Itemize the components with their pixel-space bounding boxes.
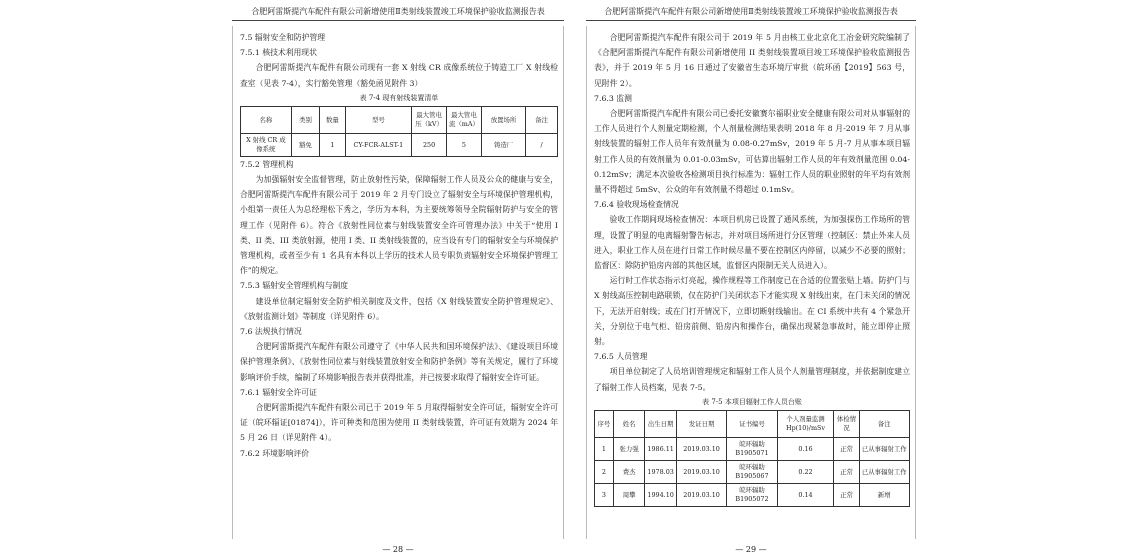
table-caption: 表 7-4 现有射线装置清单 — [359, 93, 439, 102]
table-cell: 已从事辐射工作 — [859, 437, 909, 460]
table-cell: 皖环辐助 B1905071 — [727, 437, 777, 460]
paragraph: 运行时工作状态指示灯亮起，操作规程等工作制度已在合适的位置张贴上墙。防护门与 X 射线高压控制电路联锁，仅在防护门关闭状态下才能实现 X 射线出束，在门未关闭的情况下，无法开启射线；或在门打开情况下，立即切断射线输出。在 CI 系统中共有 4 个紧急开关，分别位于电气柜、铅房前侧、铅房内和操作台，确保出现紧急事故时，能立即停止照射。 — [594, 276, 910, 347]
column-header: 类别 — [291, 106, 320, 133]
page-content — [240, 30, 558, 461]
column-header: 备注 — [526, 106, 558, 133]
table-cell: 正常 — [834, 483, 859, 506]
table-cell: 豁免 — [291, 133, 320, 156]
table-row — [595, 460, 910, 483]
equipment-table — [240, 106, 558, 157]
column-header: 放置场所 — [481, 106, 525, 133]
table-header-row — [595, 410, 910, 437]
paragraph: 验收工作期间现场检查情况：本项目机房已设置了通风系统，为加强探伤工作场所的管理，设置了明显的电离辐射警告标志，并对项目场所进行分区管理（控制区：禁止外来人员进入，职业工作人员在进行日常工作时候尽量不要在控制区内停留，以减少不必要的照射；监督区：除防护铅房内部的其他区域，监督区内限制无关人员进入）。 — [594, 215, 910, 271]
table-cell: 皖环辐助 B1905067 — [727, 460, 777, 483]
paragraph: 合肥阿雷斯提汽车配件有限公司已于 2019 年 5 月取得辐射安全许可证，辐射安全许可证（皖环辐证[01874]），许可种类和范围为使用 II 类射线装置，许可证有效期为 2024 年 5 月 26 日（详见附件 4）。 — [240, 403, 558, 443]
table-cell: CY-FCR-ALST-1 — [345, 133, 412, 156]
section-heading: 7.6 法规执行情况 — [240, 327, 302, 337]
table-cell: 正常 — [834, 460, 859, 483]
staff-table — [594, 410, 910, 507]
table-cell: 5 — [447, 133, 482, 156]
table-caption: 表 7-5 本项目辐射工作人员台账 — [702, 397, 802, 406]
table-cell: 1986.11 — [645, 437, 677, 460]
table-cell: 0.22 — [777, 460, 834, 483]
table-cell: 已从事辐射工作 — [859, 460, 909, 483]
table-cell: 250 — [412, 133, 447, 156]
section-heading: 7.6.2 环境影响评价 — [240, 448, 310, 458]
column-header: 发证日期 — [676, 410, 726, 437]
section-heading: 7.5 辐射安全和防护管理 — [240, 33, 326, 42]
table-row — [241, 133, 558, 156]
paragraph: 合肥阿雷斯提汽车配件有限公司于 2019 年 5 月由核工业北京化工冶金研究院编制了《合肥阿雷斯提汽车配件有限公司新增使用 II 类射线装置项目竣工环境保护验收监测报告表》，并于 2019 年 5 月 16 日通过了安徽省生态环境厅审批（皖环函【2019】563 号，见附件 2）。 — [594, 33, 910, 88]
column-header: 姓名 — [613, 410, 645, 437]
paragraph: 合肥阿雷斯提汽车配件有限公司遵守了《中华人民共和国环境保护法》、《建设项目环境保护管理条例》、《放射性同位素与射线装置放射安全和防护条例》等有关规定，履行了环境影响评价手续，编制了环境影响报告表并获得批准，并已按要求取得了辐射安全许可证。 — [240, 342, 558, 382]
section-heading: 7.6.5 人员管理 — [594, 352, 648, 362]
section-heading: 7.6.4 验收现场检查情况 — [594, 200, 679, 210]
table-cell: 2019.03.10 — [676, 437, 726, 460]
column-header: 证书编号 — [727, 410, 777, 437]
table-cell: 皖环辐助 B1905072 — [727, 483, 777, 506]
section-heading: 7.5.2 管理机构 — [240, 159, 294, 169]
paragraph: 合肥阿雷斯提汽车配件有限公司已委托安徽赛尔福职业安全健康有限公司对从事辐射的工作人员进行个人剂量定期检测，个人剂量检测结果表明 2018 年 8 月-2019 年 7 月从事射线装置的辐射工作人员年有效剂量为 0.08-0.27mSv，2019 年 5 月-7 月从事本项目辐射工作人员的有效剂量为 0.01-0.03mSv，可估算出辐射工作人员的年有效剂量范围 0.04-0.12mSv；满足本次验收各检测项目执行标准为：辐射工作人员的职业照射的年平均有效剂量不得超过 5mSv、公众的年有效剂量不得超过 0.1mSv。 — [594, 109, 910, 195]
table-cell: 1 — [595, 437, 614, 460]
table-cell: 铸造厂 — [481, 133, 525, 156]
table-cell: 1 — [320, 133, 345, 156]
table-cell: 0.14 — [777, 483, 834, 506]
paragraph: 为加强辐射安全监督管理，防止放射性污染，保障辐射工作人员及公众的健康与安全，合肥阿雷斯提汽车配件有限公司于 2019 年 2 月专门设立了辐射安全与环境保护管理机构，小组第一责任人为总经理松下秀之，学历为本科，为主要统筹领导全院辐射防护与安全的管理工作（见附件 6）。符合《放射性同位素与射线装置安全许可管理办法》中关于“使用 I 类、II 类、III 类放射源，使用 I 类、II 类射线装置的，应当设有专门的辐射安全与环境保护管理机构，或者至少有 1 名具有本科以上学历的技术人员专职负责辐射安全环境保护管理工作”的规定。 — [240, 175, 558, 276]
section-heading: 7.5.3 辐射安全管理机构与制度 — [240, 281, 349, 291]
page-header: 合肥阿雷斯提汽车配件有限公司新增使用Ⅱ类射线装置竣工环境保护验收监测报告表 — [232, 0, 564, 21]
table-cell: 2 — [595, 460, 614, 483]
page-number: — 28 — — [382, 545, 414, 554]
paragraph: 合肥阿雷斯提汽车配件有限公司现有一套 X 射线 CR 成像系统位于铸造工厂 X 射线检查室（见表 7-4），实行豁免管理（豁免函见附件 3） — [240, 63, 558, 88]
column-header: 最大管电压（kV） — [412, 106, 447, 133]
table-cell: 0.16 — [777, 437, 834, 460]
table-row — [595, 437, 910, 460]
column-header: 体检情况 — [834, 410, 859, 437]
column-header: 序号 — [595, 410, 614, 437]
page-content — [594, 30, 910, 507]
section-heading: 7.5.1 核技术利用现状 — [240, 48, 317, 58]
column-header: 型号 — [345, 106, 412, 133]
paragraph: 建设单位制定辐射安全防护相关制度及文件，包括《X 射线装置安全防护管理规定》、《放射监测计划》等制度（详见附件 6）。 — [240, 296, 558, 321]
column-header: 最大管电流（mA） — [447, 106, 482, 133]
section-heading: 7.6.1 辐射安全许可证 — [240, 387, 317, 397]
section-heading: 7.6.3 监测 — [594, 93, 632, 103]
table-cell: 费杰 — [613, 460, 645, 483]
left-page — [228, 0, 568, 559]
page-header: 合肥阿雷斯提汽车配件有限公司新增使用Ⅱ类射线装置竣工环境保护验收监测报告表 — [586, 0, 916, 21]
table-cell: 正常 — [834, 437, 859, 460]
column-header: 个人剂量监测 Hp(10)/mSv — [777, 410, 834, 437]
table-cell: 1994.10 — [645, 483, 677, 506]
column-header: 名称 — [241, 106, 292, 133]
table-cell: 周攀 — [613, 483, 645, 506]
right-page — [582, 0, 920, 559]
column-header: 备注 — [859, 410, 909, 437]
column-header: 出生日期 — [645, 410, 677, 437]
table-cell: 张力强 — [613, 437, 645, 460]
page-number: — 29 — — [735, 545, 767, 554]
table-header-row — [241, 106, 558, 133]
table-cell: 1978.03 — [645, 460, 677, 483]
paragraph: 项目单位制定了人员培训管理规定和辐射工作人员个人剂量管理制度，并依据制度建立了辐射工作人员档案，见表 7-5。 — [594, 367, 910, 392]
table-row — [595, 483, 910, 506]
table-cell: / — [526, 133, 558, 156]
table-cell: X 射线 CR 成像系统 — [241, 133, 292, 156]
table-cell: 新增 — [859, 483, 909, 506]
column-header: 数量 — [320, 106, 345, 133]
table-cell: 3 — [595, 483, 614, 506]
table-cell: 2019.03.10 — [676, 483, 726, 506]
table-cell: 2019.03.10 — [676, 460, 726, 483]
